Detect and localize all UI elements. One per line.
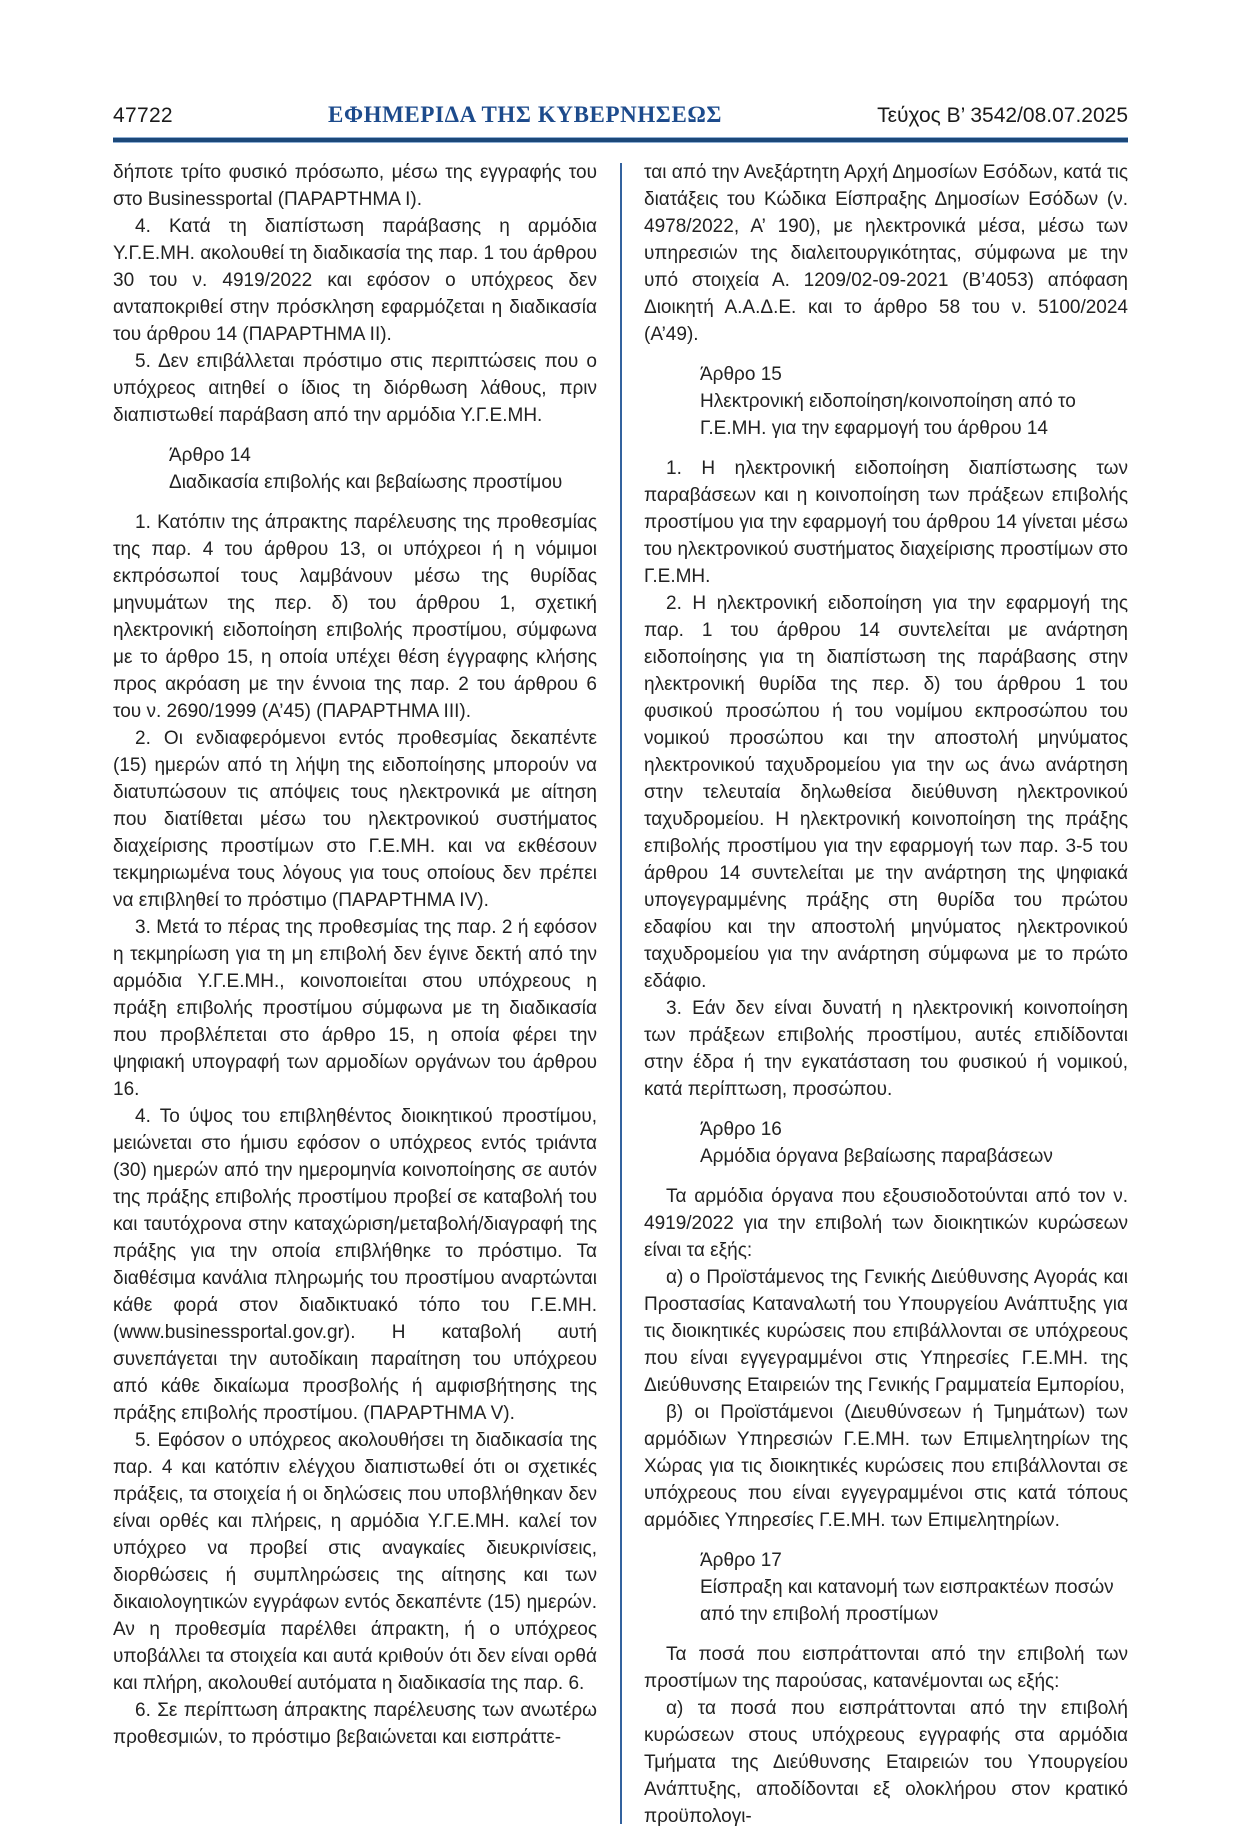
article-heading (169, 442, 597, 496)
article-heading-line: Άρθρο 17 (700, 1550, 782, 1571)
article-heading-line: Ηλεκτρονική ειδοποίηση/κοινοποίηση από το (700, 391, 1076, 412)
paragraph: Τα ποσά που εισπράττονται από την επιβολή των προστίμων της παρούσας, κατανέμονται ως εξής: (644, 1644, 1128, 1692)
page-number: 47722 (113, 104, 173, 127)
right-column (644, 159, 1128, 1830)
paragraph: 3. Μετά το πέρας της προθεσμίας της παρ. 2 ή εφόσον η τεκμηρίωση για τη μη επιβολή δεν έγινε δεκτή από την αρμόδια Υ.Γ.Ε.ΜΗ., κοινοποιείται στου υπόχρεους η πράξη επιβολής προστίμου σύμφωνα με τη διαδικασία που προβλέπεται στο άρθρο 15, η οποία φέρει την ψηφιακή υπογραφή των αρμοδίων οργάνων του άρθρου 16. (113, 917, 597, 1100)
article-heading (700, 1547, 1128, 1628)
paragraph: 2. Οι ενδιαφερόμενοι εντός προθεσμίας δεκαπέντε (15) ημερών από τη λήψη της ειδοποίησης μπορούν να διατυπώσουν τις απόψεις τους ηλεκτρονικά με αίτηση που διατίθεται μέσω του ηλεκτρονικού συστήματος διαχείρισης προστίμων στο Γ.Ε.ΜΗ. και να εκθέσουν τεκμηριωμένα τους λόγους για τους οποίους δεν πρέπει να επιβληθεί το πρόστιμο (ΠΑΡΑΡΤΗΜΑ IV). (113, 728, 597, 911)
paragraph: ται από την Ανεξάρτητη Αρχή Δημοσίων Εσόδων, κατά τις διατάξεις του Κώδικα Είσπραξης Δημοσίων Εσόδων (ν. 4978/2022, Α’ 190), με ηλεκτρονικά μέσα, μέσω των υπηρεσιών της διαλειτουργικότητας, σύμφωνα με την υπό στοιχεία Α. 1209/02-09-2021 (Β’4053) απόφαση Διοικητή Α.Α.Δ.Ε. και το άρθρο 58 του ν. 5100/2024 (Α’49). (644, 162, 1128, 345)
article-heading (700, 361, 1128, 442)
paragraph: α) τα ποσά που εισπράττονται από την επιβολή κυρώσεων στους υπόχρεους εγγραφής στα αρμόδια Τμήματα της Διεύθυνσης Εταιρειών του Υπουργείου Ανάπτυξης, αποδίδονται εξ ολοκλήρου στον κρατικό προϋπολογι- (644, 1698, 1128, 1827)
article-heading-line: Άρθρο 14 (169, 445, 251, 466)
paragraph: 3. Εάν δεν είναι δυνατή η ηλεκτρονική κοινοποίηση των πράξεων επιβολής προστίμου, αυτές επιδίδονται στην έδρα ή την εγκατάσταση του φυσικού ή νομικού, κατά περίπτωση, προσώπου. (644, 998, 1128, 1100)
paragraph: β) οι Προϊστάμενοι (Διευθύνσεων ή Τμημάτων) των αρμόδιων Υπηρεσιών Γ.Ε.ΜΗ. των Επιμελητηρίων της Χώρας για τις διοικητικές κυρώσεις που επιβάλλονται σε υπόχρεους που είναι εγγεγραμμένοι στις κατά τόπους αρμόδιες Υπηρεσίες Γ.Ε.ΜΗ. των Επιμελητηρίων. (644, 1402, 1128, 1531)
article-heading-line: από την επιβολή προστίμων (700, 1604, 939, 1625)
paragraph: α) ο Προϊστάμενος της Γενικής Διεύθυνσης Αγοράς και Προστασίας Καταναλωτή του Υπουργείου Ανάπτυξης για τις διοικητικές κυρώσεις που επιβάλλονται σε υπόχρεους που είναι εγγεγραμμένοι στις Υπηρεσίες Γ.Ε.ΜΗ. της Διεύθυνσης Εταιρειών της Γενικής Γραμματεία Εμπορίου, (644, 1267, 1128, 1396)
article-heading (700, 1116, 1128, 1170)
article-heading-line: Άρθρο 15 (700, 364, 782, 385)
paragraph: 4. Κατά τη διαπίστωση παράβασης η αρμόδια Υ.Γ.Ε.ΜΗ. ακολουθεί τη διαδικασία της παρ. 1 του άρθρου 30 του ν. 4919/2022 και εφόσον ο υπόχρεος δεν ανταποκριθεί στην πρόσκληση εφαρμόζεται η διαδικασία του άρθρου 14 (ΠΑΡΑΡΤΗΜΑ ΙΙ). (113, 216, 597, 345)
header-rule (113, 137, 1128, 143)
gazette-title: ΕΦΗΜΕΡΙΔΑ ΤΗΣ ΚΥΒΕΡΝΗΣΕΩΣ (328, 102, 723, 127)
left-column (113, 159, 597, 1830)
article-heading-line: Διαδικασία επιβολής και βεβαίωσης προστίμου (169, 472, 563, 493)
paragraph: 4. Το ύψος του επιβληθέντος διοικητικού προστίμου, μειώνεται στο ήμισυ εφόσον ο υπόχρεος εντός τριάντα (30) ημερών από την ημερομηνία κοινοποίησης σε αυτόν της πράξης επιβολής προστίμου προβεί σε καταβολή του και ταυτόχρονα στην καταχώριση/μεταβολή/διαγραφή της πράξης για την οποία επιβλήθηκε το πρόστιμο. Τα διαθέσιμα κανάλια πληρωμής του προστίμου αναρτώνται κάθε φορά στον διαδικτυακό τόπο του Γ.Ε.ΜΗ. (www.businessportal.gov.gr). Η καταβολή αυτή συνεπάγεται την αυτοδίκαιη παραίτηση του υπόχρεου από κάθε δικαίωμα προσβολής ή αμφισβήτησης της πράξης επιβολής προστίμου. (ΠΑΡΑΡΤΗΜΑ V). (113, 1106, 597, 1424)
two-column-body (113, 159, 1128, 1830)
article-heading-line: Άρθρο 16 (700, 1119, 782, 1140)
paragraph: 2. Η ηλεκτρονική ειδοποίηση για την εφαρμογή της παρ. 1 του άρθρου 14 συντελείται με ανάρτηση ειδοποίησης για τη διαπίστωση της παράβασης στην ηλεκτρονική θυρίδα της περ. δ) του άρθρου 1 του φυσικού προσώπου ή του νομίμου εκπροσώπου του νομικού προσώπου και την αποστολή μηνύματος ηλεκτρονικού ταχυδρομείου για την ως άνω ανάρτηση στην τελευταία δηλωθείσα διεύθυνση ηλεκτρονικού ταχυδρομείου. Η ηλεκτρονική κοινοποίηση της πράξης επιβολής προστίμου για την εφαρμογή των παρ. 3-5 του άρθρου 14 συντελείται με την ανάρτηση της ψηφιακά υπογεγραμμένης πράξης στη θυρίδα του πρώτου εδαφίου και την αποστολή μηνύματος ηλεκτρονικού ταχυδρομείου για την ανάρτηση σύμφωνα με το πρώτο εδάφιο. (644, 593, 1128, 992)
article-heading-line: Είσπραξη και κατανομή των εισπρακτέων ποσών (700, 1577, 1114, 1598)
paragraph: 6. Σε περίπτωση άπρακτης παρέλευσης των ανωτέρω προθεσμιών, το πρόστιμο βεβαιώνεται και εισπράττε- (113, 1700, 597, 1748)
paragraph: Τα αρμόδια όργανα που εξουσιοδοτούνται από τον ν. 4919/2022 για την επιβολή των διοικητικών κυρώσεων είναι τα εξής: (644, 1186, 1128, 1261)
paragraph: 1. Η ηλεκτρονική ειδοποίηση διαπίστωσης των παραβάσεων και η κοινοποίηση των πράξεων επιβολής προστίμου για την εφαρμογή του άρθρου 14 γίνεται μέσω του ηλεκτρονικού συστήματος διαχείρισης προστίμων στο Γ.Ε.ΜΗ. (644, 458, 1128, 587)
issue-info: Τεύχος Β’ 3542/08.07.2025 (877, 104, 1128, 127)
article-heading-line: Αρμόδια όργανα βεβαίωσης παραβάσεων (700, 1146, 1053, 1167)
paragraph: 5. Εφόσον ο υπόχρεος ακολουθήσει τη διαδικασία της παρ. 4 και κατόπιν ελέγχου διαπιστωθεί ότι οι σχετικές πράξεις, τα στοιχεία ή οι δηλώσεις που υποβλήθηκαν δεν είναι ορθές και πλήρεις, η αρμόδια Υ.Γ.Ε.ΜΗ. καλεί τον υπόχρεο να προβεί στις αναγκαίες διευκρινίσεις, διορθώσεις ή συμπληρώσεις της αίτησης και των δικαιολογητικών εγγράφων εντός δεκαπέντε (15) ημερών. Αν η προθεσμία παρέλθει άπρακτη, ή ο υπόχρεος υποβάλλει τα στοιχεία και αυτά κριθούν ότι δεν είναι ορθά και πλήρη, ακολουθεί αυτόματα η διαδικασία της παρ. 6. (113, 1430, 597, 1694)
page-header (113, 102, 1128, 128)
paragraph: 1. Κατόπιν της άπρακτης παρέλευσης της προθεσμίας της παρ. 4 του άρθρου 13, οι υπόχρεοι ή η νόμιμοι εκπρόσωποί τους λαμβάνουν μέσω της θυρίδας μηνυμάτων της περ. δ) του άρθρου 1, σχετική ηλεκτρονική ειδοποίηση επιβολής προστίμου, σύμφωνα με το άρθρο 15, η οποία υπέχει θέση έγγραφης κλήσης προς ακρόαση με την έννοια της παρ. 2 του άρθρου 6 του ν. 2690/1999 (Α’45) (ΠΑΡΑΡΤΗΜΑ ΙΙΙ). (113, 512, 597, 722)
article-heading-line: Γ.Ε.ΜΗ. για την εφαρμογή του άρθρου 14 (700, 418, 1049, 439)
paragraph: 5. Δεν επιβάλλεται πρόστιμο στις περιπτώσεις που ο υπόχρεος αιτηθεί ο ίδιος τη διόρθωση λάθους, πριν διαπιστωθεί παράβαση από την αρμόδια Υ.Γ.Ε.ΜΗ. (113, 351, 597, 426)
paragraph: δήποτε τρίτο φυσικό πρόσωπο, μέσω της εγγραφής του στο Businessportal (ΠΑΡΑΡΤΗΜΑ Ι). (113, 162, 597, 210)
